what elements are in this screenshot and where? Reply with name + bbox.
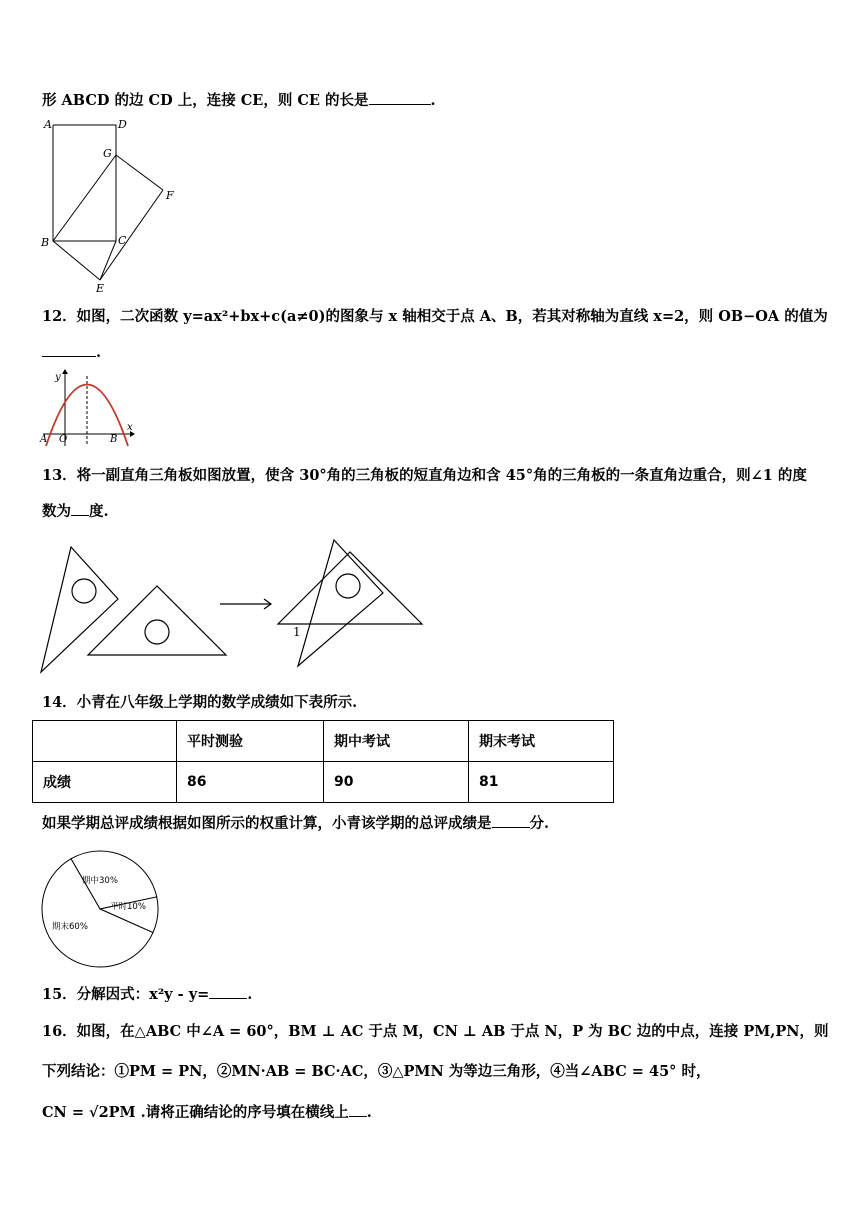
label-b: B bbox=[110, 434, 118, 445]
y-axis-arrow bbox=[62, 369, 68, 374]
triangle-45-left-hole bbox=[145, 620, 169, 644]
label-y: y bbox=[55, 372, 61, 383]
rect-abcd bbox=[53, 125, 116, 241]
q16-text-1 bbox=[42, 1022, 829, 1042]
label-a: A bbox=[40, 434, 48, 445]
seg-bg bbox=[53, 155, 116, 241]
table-header-cell bbox=[33, 721, 177, 762]
q12-line: 12．如图，二次函数 y=ax²+bx+c(a≠0)的图象与 x 轴相交于点 A、B，若其对称轴为直线 x=2，则 OB−OA 的值为 bbox=[42, 308, 828, 325]
q12-text bbox=[42, 307, 828, 327]
q12-answer-blank[interactable] bbox=[42, 342, 96, 357]
q14-after-pre: 如果学期总评成绩根据如图所示的权重计算，小青该学期的总评成绩是 bbox=[42, 815, 492, 832]
q11-answer-blank[interactable] bbox=[369, 90, 431, 105]
seg-gf bbox=[116, 155, 163, 190]
scores-table bbox=[32, 720, 614, 803]
q16-line2: 下列结论：①PM = PN，②MN·AB = BC·AC，③△PMN 为等边三角形，④当∠ABC = 45° 时， bbox=[42, 1063, 711, 1080]
label-x: x bbox=[127, 422, 133, 433]
q16-text-2 bbox=[42, 1062, 710, 1082]
label-b: B bbox=[41, 236, 50, 249]
q13-answer-blank[interactable] bbox=[71, 501, 89, 516]
q12-end: . bbox=[96, 344, 102, 361]
angle-1-label: 1 bbox=[293, 625, 301, 639]
q13-text-2 bbox=[42, 501, 109, 522]
label-d: D bbox=[118, 118, 127, 131]
q14-text bbox=[42, 693, 357, 713]
q11-line: 形 ABCD 的边 CD 上，连接 CE，则 CE 的长是 bbox=[42, 92, 369, 109]
table-header-row bbox=[33, 721, 614, 762]
q15-text bbox=[42, 984, 252, 1005]
label-o: O bbox=[59, 434, 68, 445]
q11-text bbox=[42, 90, 436, 111]
triangle-30-left bbox=[41, 547, 118, 672]
q16-line3-post: . bbox=[366, 1104, 372, 1121]
table-cell: 86 bbox=[177, 762, 324, 803]
table-row bbox=[33, 762, 614, 803]
table-cell: 90 bbox=[324, 762, 469, 803]
label-c: C bbox=[118, 234, 127, 247]
q13-line2-post: 度. bbox=[89, 503, 109, 520]
q14-line: 14．小青在八年级上学期的数学成绩如下表所示. bbox=[42, 694, 358, 711]
q12-figure bbox=[38, 368, 138, 448]
q15-pre: 15．分解因式：x²y - y= bbox=[42, 986, 210, 1003]
pie-slice-label: 期末60% bbox=[52, 922, 88, 932]
table-header-cell: 平时测验 bbox=[177, 721, 324, 762]
label-g: G bbox=[103, 147, 112, 160]
q13-text bbox=[42, 466, 807, 486]
q16-answer-blank[interactable] bbox=[349, 1102, 367, 1117]
q15-post: . bbox=[247, 986, 253, 1003]
seg-fe bbox=[100, 190, 163, 280]
triangle-30-left-hole bbox=[72, 579, 96, 603]
table-cell: 成绩 bbox=[33, 762, 177, 803]
q13-figure bbox=[38, 538, 438, 678]
q15-answer-blank[interactable] bbox=[209, 984, 247, 999]
pie-slice-label: 平时10% bbox=[110, 902, 146, 912]
pie-slice-label: 期中30% bbox=[82, 876, 118, 886]
q14-after-text bbox=[42, 813, 549, 834]
label-e: E bbox=[96, 282, 105, 295]
q11-figure bbox=[38, 115, 188, 295]
triangle-30-right bbox=[298, 540, 383, 666]
q14-after-post: 分. bbox=[529, 815, 550, 832]
q12-blank-line bbox=[42, 342, 101, 363]
q14-answer-blank[interactable] bbox=[492, 813, 530, 828]
seg-be bbox=[53, 241, 100, 280]
q16-text-3 bbox=[42, 1102, 372, 1123]
q13-line1: 13．将一副直角三角板如图放置，使含 30°角的三角板的短直角边和含 45°角的三角板的一条直角边重合，则∠1 的度 bbox=[42, 467, 807, 484]
triangle-45-right bbox=[278, 552, 422, 624]
triangle-overlap-hole bbox=[336, 574, 360, 598]
label-f: F bbox=[166, 189, 174, 202]
q16-line1: 16．如图，在△ABC 中∠A = 60°，BM ⊥ AC 于点 M，CN ⊥ AB 于点 N，P 为 BC 边的中点，连接 PM,PN，则 bbox=[42, 1023, 829, 1040]
label-a: A bbox=[44, 118, 52, 131]
table-cell: 81 bbox=[469, 762, 614, 803]
table-header-cell: 期末考试 bbox=[469, 721, 614, 762]
q16-line3-pre: CN = √2PM .请将正确结论的序号填在横线上 bbox=[42, 1104, 349, 1121]
table-header-cell: 期中考试 bbox=[324, 721, 469, 762]
q11-end: . bbox=[430, 92, 436, 109]
q13-line2-pre: 数为 bbox=[42, 503, 71, 520]
q14-pie-chart bbox=[38, 847, 163, 972]
